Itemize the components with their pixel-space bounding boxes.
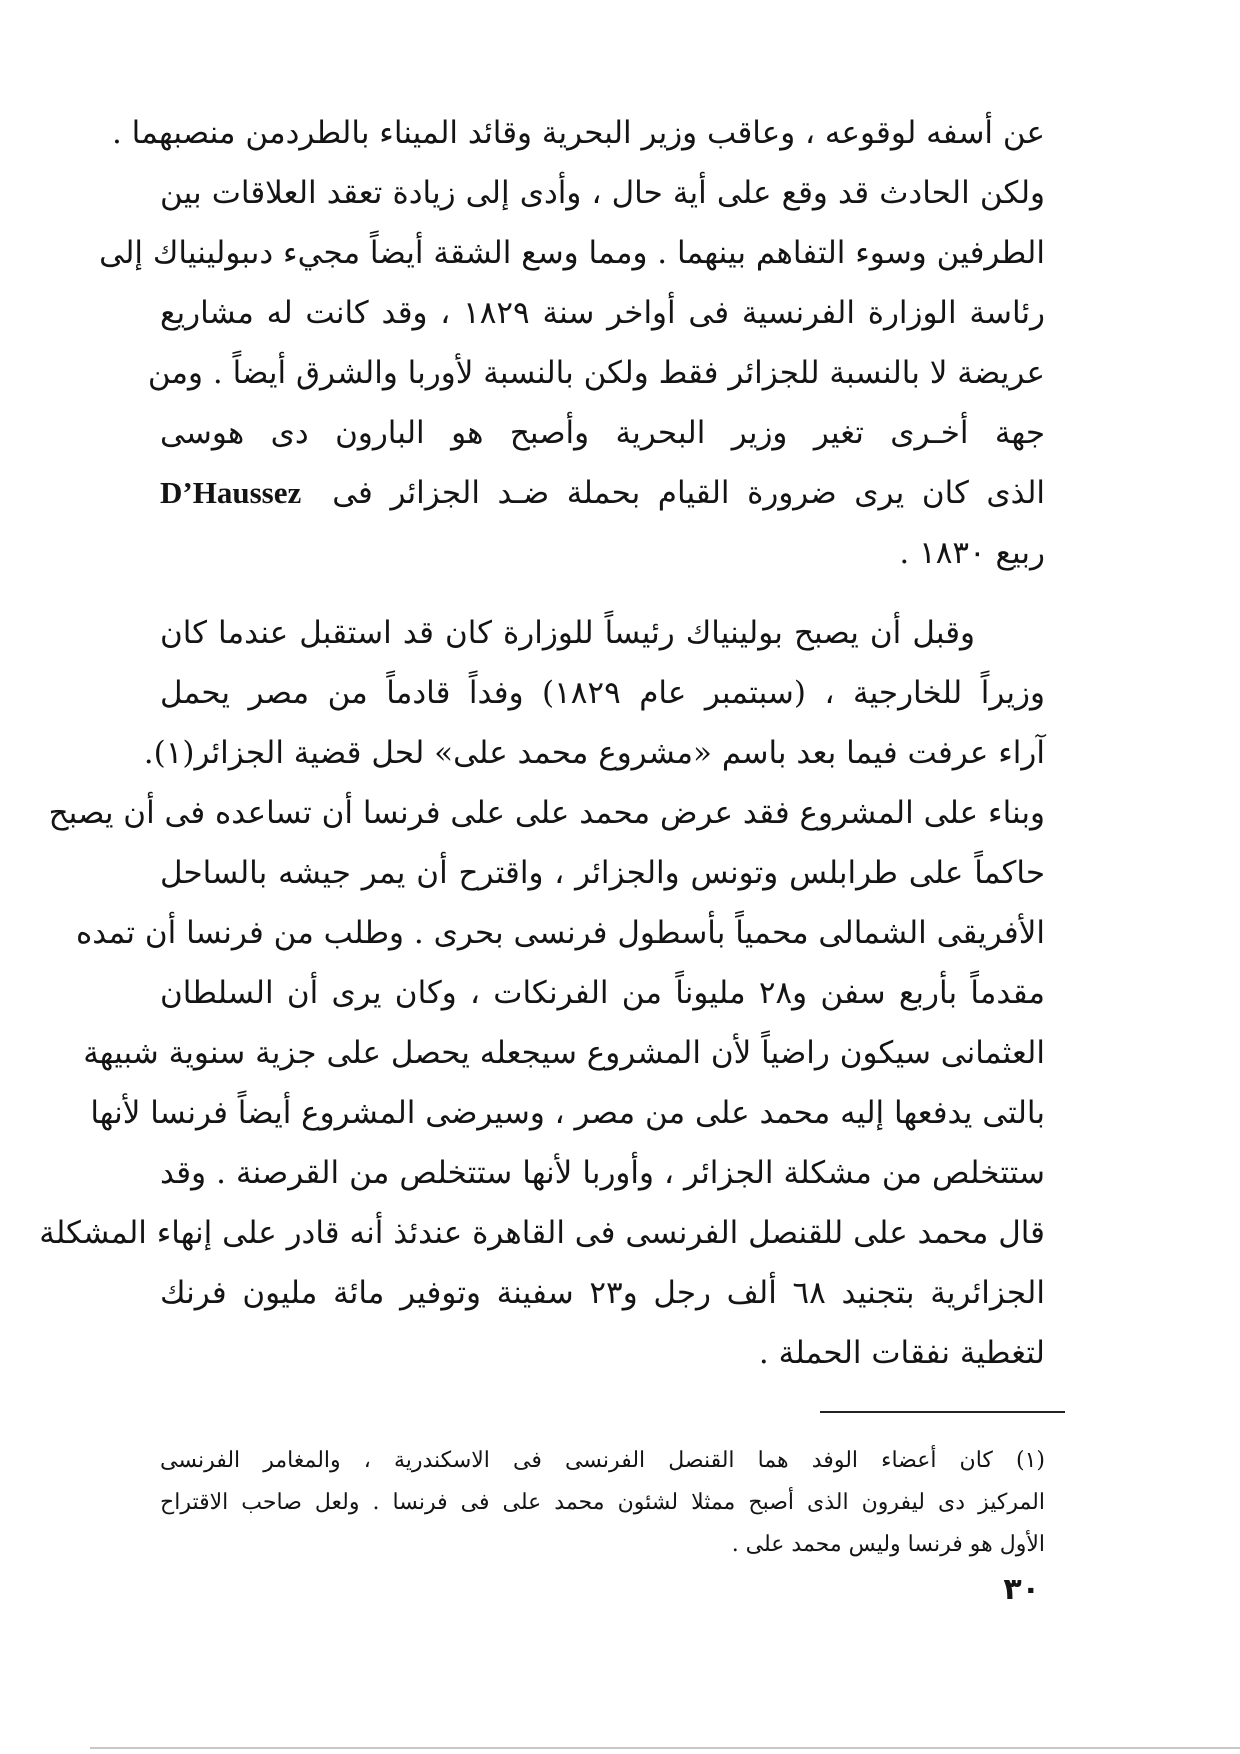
footnote-line: المركيز دى ليفرون الذى أصبح ممثلا لشئون محمد على فى فرنسا . ولعل صاحب الاقتراح	[160, 1490, 1045, 1515]
text-line: رئاسة الوزارة الفرنسية فى أواخر سنة ١٨٢٩ ، وقد كانت له مشاريع	[160, 295, 1045, 331]
page-number: ٣٠	[1003, 1572, 1040, 1607]
text-line: عريضة لا بالنسبة للجزائر فقط ولكن بالنسبة لأوربا والشرق أيضاً . ومن	[147, 355, 1045, 391]
text-line: حاكماً على طرابلس وتونس والجزائر ، واقترح أن يمر جيشه بالساحل	[160, 855, 1045, 891]
text-line: الجزائرية بتجنيد ٦٨ ألف رجل و٢٣ سفينة وتوفير مائة مليون فرنك	[160, 1275, 1045, 1311]
footnote-line: (١) كان أعضاء الوفد هما القنصل الفرنسى فى الاسكندرية ، والمغامر الفرنسى	[160, 1448, 1045, 1473]
paragraph-2	[39, 603, 1045, 1383]
text-line: الطرفين وسوء التفاهم بينهما . ومما وسع الشقة أيضاً مجيء دىبولينياك إلى	[99, 235, 1045, 271]
footnote-line: الأول هو فرنسا وليس محمد على .	[731, 1532, 1045, 1557]
text-line-with-latin	[160, 463, 1045, 523]
text-line: العثمانى سيكون راضياً لأن المشروع سيجعله يحصل على جزية سنوية شبيهة	[83, 1035, 1045, 1071]
text-line: مقدماً بأربع سفن و٢٨ مليوناً من الفرنكات ، وكان يرى أن السلطان	[160, 975, 1045, 1011]
text-fragment: الذى كان يرى ضرورة القيام بحملة ضـد الجزائر فى	[332, 475, 1045, 511]
text-line: ستتخلص من مشكلة الجزائر ، وأوربا لأنها ستتخلص من القرصنة . وقد	[160, 1155, 1045, 1191]
text-line: قال محمد على للقنصل الفرنسى فى القاهرة عندئذ أنه قادر على إنهاء المشكلة	[39, 1215, 1045, 1251]
text-line: جهة أخـرى تغير وزير البحرية وأصبح هو البارون دى هوسى	[160, 415, 1045, 451]
text-line: بالتى يدفعها إليه محمد على من مصر ، وسيرضى المشروع أيضاً فرنسا لأنها	[90, 1095, 1045, 1131]
text-line: ربيع ١٨٣٠ .	[899, 535, 1045, 571]
scan-edge-line	[90, 1747, 1240, 1749]
text-line: وقبل أن يصبح بولينياك رئيساً للوزارة كان قد استقبل عندما كان	[160, 615, 975, 651]
paragraph-1	[99, 103, 1045, 583]
text-line: لتغطية نفقات الحملة .	[758, 1335, 1045, 1371]
text-line: عن أسفه لوقوعه ، وعاقب وزير البحرية وقائد الميناء بالطردمن منصبهما .	[111, 115, 1045, 151]
text-line: ولكن الحادث قد وقع على أية حال ، وأدى إلى زيادة تعقد العلاقات بين	[160, 175, 1045, 211]
latin-name: D’Haussez	[160, 475, 302, 510]
text-line: وبناء على المشروع فقد عرض محمد على على فرنسا أن تساعده فى أن يصبح	[48, 795, 1045, 831]
text-line: وزيراً للخارجية ، (سبتمبر عام ١٨٢٩) وفداً قادماً من مصر يحمل	[160, 675, 1045, 711]
text-line: آراء عرفت فيما بعد باسم «مشروع محمد على» لحل قضية الجزائر(١).	[143, 735, 1045, 771]
footnote-divider	[820, 1411, 1065, 1413]
footnote	[160, 1440, 1045, 1566]
text-line: الأفريقى الشمالى محمياً بأسطول فرنسى بحرى . وطلب من فرنسا أن تمده	[75, 915, 1045, 951]
